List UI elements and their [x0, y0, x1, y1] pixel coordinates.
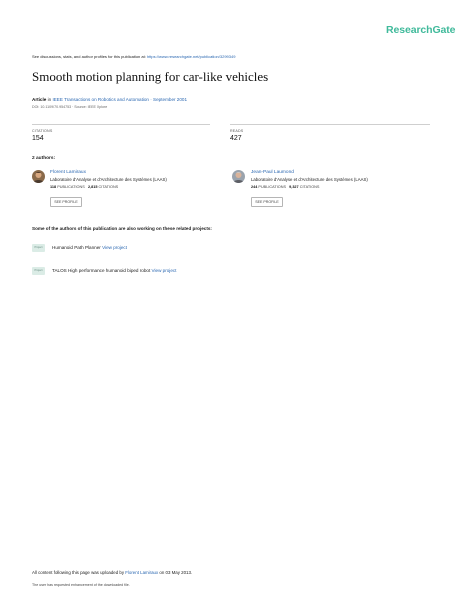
- author-1-stats: [50, 185, 118, 189]
- article-in: in: [47, 97, 52, 102]
- upload-prefix: All content following this page was uploaded by: [32, 570, 126, 575]
- project-2-name: TALOS High performance humanoid biped robot: [52, 268, 151, 273]
- discussion-line: [32, 54, 235, 59]
- author-1-avatar[interactable]: [32, 170, 45, 183]
- citations-divider: [32, 124, 210, 125]
- author-1-see-profile-button[interactable]: SEE PROFILE: [50, 197, 82, 207]
- author-1-photo-icon: [32, 170, 45, 183]
- project-2-view-link[interactable]: View project: [151, 268, 177, 273]
- author-2-name[interactable]: Jean-Paul Laumond: [251, 170, 294, 175]
- journal-link[interactable]: IEEE Transactions on Robotics and Automation · September 2001: [52, 97, 188, 102]
- researchgate-logo[interactable]: ResearchGate: [386, 24, 456, 36]
- author-1-publications-count: 118: [50, 185, 57, 189]
- authors-heading: 2 authors:: [32, 156, 56, 161]
- reads-value: 427: [230, 135, 242, 142]
- publication-title: Smooth motion planning for car-like vehicles: [32, 69, 269, 84]
- enhancement-note: The user has requested enhancement of the downloaded file.: [32, 583, 130, 587]
- author-2-see-profile-button[interactable]: SEE PROFILE: [251, 197, 283, 207]
- author-2-citations-count: 9,327: [289, 185, 299, 189]
- citations-value: 154: [32, 135, 44, 142]
- author-1-citations-label: CITATIONS: [98, 185, 119, 189]
- author-1-publications-label: PUBLICATIONS: [57, 185, 85, 189]
- project-2-badge: Project: [32, 267, 45, 275]
- doi-line: DOI: 10.1109/70.954753 · Source: IEEE Xplore: [32, 105, 108, 109]
- uploader-link[interactable]: Florent Lamiraux: [125, 570, 159, 575]
- project-2-line: [52, 268, 176, 273]
- author-1-citations-count: 2,815: [87, 185, 98, 189]
- article-line: [32, 97, 187, 102]
- author-2-publications-label: PUBLICATIONS: [258, 185, 286, 189]
- author-1-name[interactable]: Florent Lamiraux: [50, 170, 86, 175]
- author-2-publications-count: 244: [251, 185, 258, 189]
- article-type: Article: [32, 97, 47, 102]
- upload-suffix: on 03 May 2013.: [158, 570, 193, 575]
- author-2-citations-label: CITATIONS: [299, 185, 320, 189]
- project-1-badge: Project: [32, 244, 45, 252]
- author-2-affiliation: Laboratoire d'Analyse et d'Architecture des Systèmes (LAAS): [251, 177, 368, 182]
- author-1-affiliation: Laboratoire d'Analyse et d'Architecture des Systèmes (LAAS): [50, 177, 167, 182]
- project-1-view-link[interactable]: View project: [102, 245, 128, 250]
- publication-url-link[interactable]: https://www.researchgate.net/publication/3299349: [146, 54, 236, 59]
- author-2-photo-icon: [232, 170, 245, 183]
- citations-label: CITATIONS: [32, 129, 53, 133]
- project-1-line: [52, 245, 127, 250]
- reads-label: READS: [230, 129, 244, 133]
- reads-divider: [230, 124, 430, 125]
- discussion-prefix: See discussions, stats, and author profiles for this publication at:: [32, 54, 147, 59]
- project-1-name: Humanoid Path Planner: [52, 245, 101, 250]
- author-2-avatar[interactable]: [232, 170, 245, 183]
- related-projects-heading: Some of the authors of this publication are also working on these related projects:: [32, 226, 212, 231]
- upload-note: [32, 570, 192, 575]
- author-2-stats: [251, 185, 319, 189]
